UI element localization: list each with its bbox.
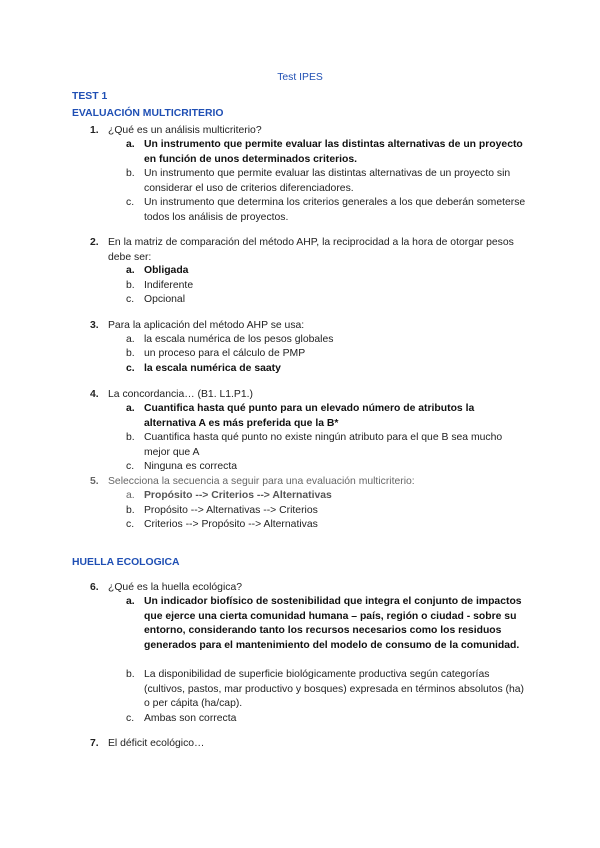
option-text: Criterios --> Propósito --> Alternativas: [144, 519, 318, 530]
question-number: 4.: [90, 389, 99, 400]
option-text: La disponibilidad de superficie biológicamente productiva según categorías (cultivos, pastos, mar productivo y bosques) expresada en términos absolutos (ha) o per cápita (ha/cap).: [144, 669, 525, 709]
option-letter: c.: [126, 713, 135, 724]
question-6-option-c: [126, 712, 526, 727]
option-letter: c.: [126, 294, 135, 305]
question-text: Selecciona la secuencia a seguir para una evaluación multicriterio:: [108, 476, 415, 487]
question-3-option-b: [126, 347, 526, 362]
question-text: ¿Qué es un análisis multicriterio?: [108, 125, 262, 136]
question-3-option-a: [126, 333, 526, 348]
option-text: Obligada: [144, 265, 189, 276]
document-title: Test IPES: [277, 72, 323, 83]
question-2: [90, 236, 530, 265]
option-text: Un indicador biofísico de sostenibilidad que integra el conjunto de impactos que ejerce una cierta comunidad humana – país, región o ciudad - sobre su entorno, considerando tanto los recursos necesarios como los residuos generados para el mantenimiento del modelo de consumo de la comunidad.: [144, 596, 522, 651]
question-5-option-b: [126, 504, 526, 519]
option-letter: b.: [126, 280, 135, 291]
option-letter: a.: [126, 403, 135, 414]
question-text: En la matriz de comparación del método AHP, la reciprocidad a la hora de otorgar pesos debe ser:: [108, 237, 514, 263]
question-4: [90, 388, 530, 403]
question-6: [90, 581, 530, 596]
option-text: Un instrumento que determina los criterios generales a los que deberán someterse todos los análisis de proyectos.: [144, 197, 526, 223]
option-letter: c.: [126, 519, 135, 530]
question-2-option-c: [126, 293, 526, 308]
question-6-option-b: [126, 668, 526, 712]
question-text: ¿Qué es la huella ecológica?: [108, 582, 243, 593]
question-5-option-a: [126, 489, 526, 504]
option-letter: b.: [126, 505, 135, 516]
option-text: Indiferente: [144, 280, 194, 291]
question-number: 5.: [90, 476, 99, 487]
option-text: Un instrumento que permite evaluar las distintas alternativas de un proyecto en función de unos determinados criterios.: [144, 139, 523, 165]
question-number: 1.: [90, 125, 99, 136]
question-number: 2.: [90, 237, 99, 248]
option-letter: a.: [126, 596, 135, 607]
question-4-option-c: [126, 460, 526, 475]
question-2-option-a: [126, 264, 526, 279]
option-text: Ninguna es correcta: [144, 461, 237, 472]
section-heading-multicriterio: EVALUACIÓN MULTICRITERIO: [72, 108, 224, 119]
option-text: Propósito --> Alternativas --> Criterios: [144, 505, 318, 516]
option-letter: b.: [126, 432, 135, 443]
option-letter: b.: [126, 669, 135, 680]
option-letter: b.: [126, 168, 135, 179]
question-text: La concordancia… (B1. L1.P1.): [108, 389, 253, 400]
question-4-option-a: [126, 402, 526, 431]
option-text: la escala numérica de los pesos globales: [144, 334, 334, 345]
question-number: 3.: [90, 320, 99, 331]
question-number: 6.: [90, 582, 99, 593]
option-text: Cuantifica hasta qué punto no existe ningún atributo para el que B sea mucho mejor que A: [144, 432, 503, 458]
question-1-option-b: [126, 167, 526, 196]
question-1-option-c: [126, 196, 526, 225]
test-label: TEST 1: [72, 91, 108, 102]
option-letter: a.: [126, 139, 135, 150]
option-letter: a.: [126, 334, 135, 345]
option-letter: a.: [126, 490, 135, 501]
question-text: El déficit ecológico…: [108, 738, 205, 749]
question-4-option-b: [126, 431, 526, 460]
question-7: [90, 737, 530, 752]
option-text: un proceso para el cálculo de PMP: [144, 348, 306, 359]
question-text: Para la aplicación del método AHP se usa:: [108, 320, 305, 331]
option-letter: b.: [126, 348, 135, 359]
section-heading-huella: HUELLA ECOLOGICA: [72, 557, 180, 568]
option-letter: a.: [126, 265, 135, 276]
option-text: Opcional: [144, 294, 186, 305]
option-text: Ambas son correcta: [144, 713, 237, 724]
question-5: [90, 475, 530, 490]
question-3: [90, 319, 530, 334]
question-6-option-a: [126, 595, 526, 653]
option-text: Cuantifica hasta qué punto para un elevado número de atributos la alternativa A es más preferida que la B*: [144, 403, 475, 429]
question-2-option-b: [126, 279, 526, 294]
option-letter: c.: [126, 363, 135, 374]
option-letter: c.: [126, 197, 135, 208]
question-1: [90, 124, 530, 139]
option-letter: c.: [126, 461, 135, 472]
question-number: 7.: [90, 738, 99, 749]
question-3-option-c: [126, 362, 526, 377]
option-text: Un instrumento que permite evaluar las distintas alternativas de un proyecto sin considerar el uso de criterios diferenciadores.: [144, 168, 511, 194]
question-5-option-c: [126, 518, 526, 533]
option-text: la escala numérica de saaty: [144, 363, 281, 374]
question-1-option-a: [126, 138, 526, 167]
option-text: Propósito --> Criterios --> Alternativas: [144, 490, 332, 501]
